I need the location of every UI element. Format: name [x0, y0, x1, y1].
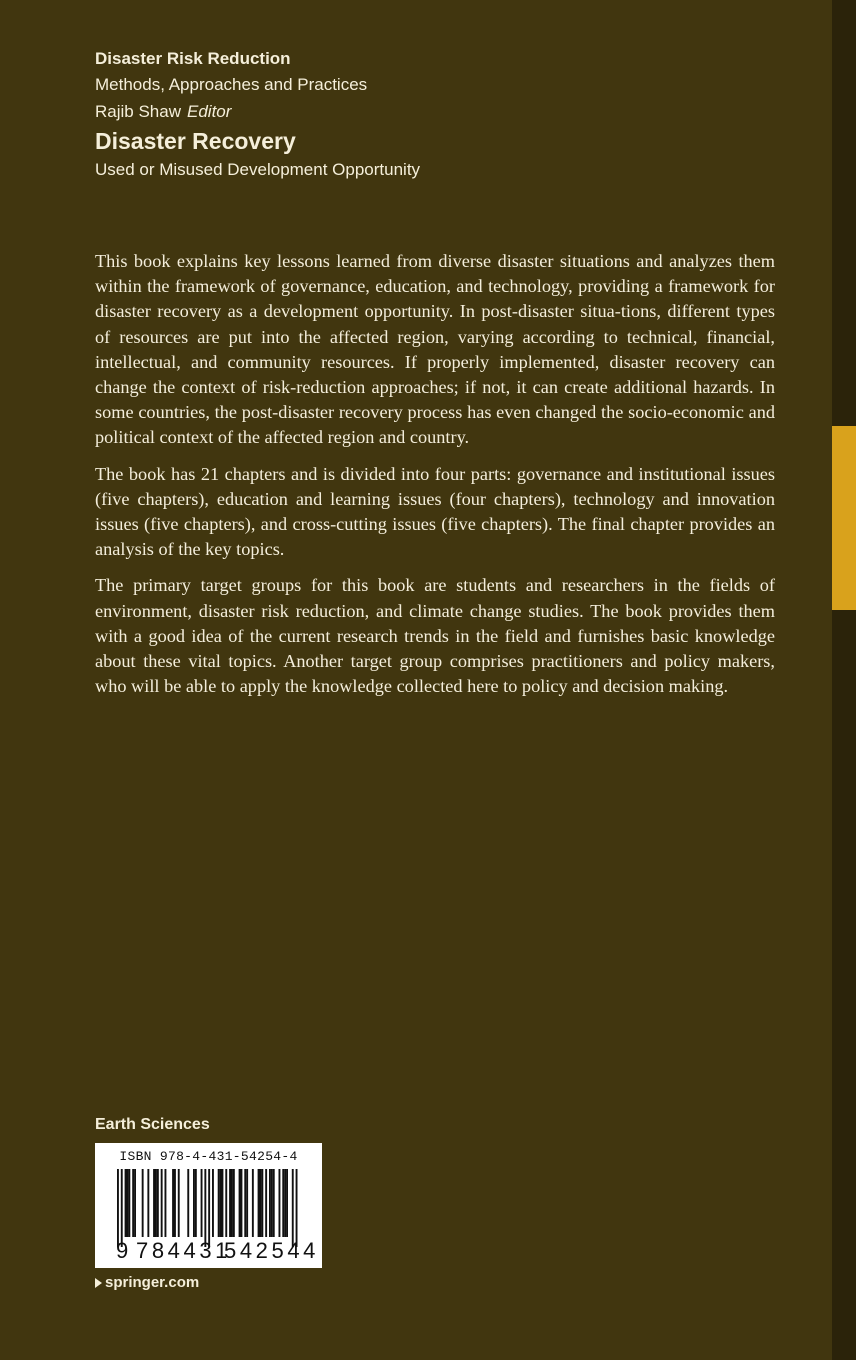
barcode-bar	[239, 1169, 241, 1237]
barcode-bar	[231, 1169, 233, 1237]
barcode-bar	[142, 1169, 144, 1237]
barcode-bar	[121, 1169, 123, 1247]
barcode-bar	[282, 1169, 284, 1237]
barcode-bar	[265, 1169, 267, 1237]
barcode-bar	[252, 1169, 254, 1237]
barcode-bar	[128, 1169, 130, 1237]
barcode-bar	[269, 1169, 271, 1237]
barcode-bar	[246, 1169, 248, 1237]
barcode-bar	[132, 1169, 134, 1237]
barcode-bar	[187, 1169, 189, 1237]
barcode-bar	[195, 1169, 197, 1237]
isbn-barcode	[95, 1143, 322, 1268]
barcode-digit-group-right: 542544	[224, 1238, 320, 1263]
editor-name: Rajib Shaw	[95, 102, 181, 121]
barcode-bar	[212, 1169, 214, 1237]
barcode-bar	[241, 1169, 243, 1237]
barcode-bar	[292, 1169, 294, 1247]
barcode-bar	[178, 1169, 180, 1237]
barcode-bar	[201, 1169, 203, 1237]
barcode-digit-lead: 9	[116, 1238, 129, 1263]
publisher-url: springer.com	[105, 1274, 200, 1291]
barcode-bar	[208, 1169, 210, 1247]
barcode-bar	[279, 1169, 281, 1237]
barcode-bar	[193, 1169, 195, 1237]
subject-category: Earth Sciences	[95, 1116, 210, 1133]
isbn-label: ISBN 978-4-431-54254-4	[119, 1149, 298, 1164]
barcode-bar	[296, 1169, 298, 1247]
barcode-bar	[273, 1169, 275, 1237]
description	[95, 249, 775, 710]
barcode-bar	[155, 1169, 157, 1237]
arrow-right-icon	[95, 1278, 102, 1288]
barcode-bar	[218, 1169, 220, 1237]
barcode-bar	[261, 1169, 263, 1237]
book-subtitle: Used or Misused Development Opportunity	[95, 160, 421, 179]
barcode-bar	[165, 1169, 167, 1237]
editor-role: Editor	[187, 102, 232, 121]
barcode-bar	[220, 1169, 222, 1237]
spine-edge-strip	[832, 0, 856, 1360]
barcode-bar	[244, 1169, 246, 1237]
book-title: Disaster Recovery	[95, 128, 296, 154]
barcode-bar	[260, 1169, 262, 1237]
description-paragraph: The primary target groups for this book are students and researchers in the fields of environment, disaster risk reduction, and climate change studies. The book provides them with a good idea of the current research trends in the field and furnishes basic knowledge about these vital topics. Another target group comprises practitioners and policy makers, who will be able to apply the knowledge collected here to policy and decision making.	[95, 575, 775, 697]
barcode-bar	[117, 1169, 119, 1247]
description-paragraph: This book explains key lessons learned from diverse disaster situations and analyzes them within the framework of governance, education, and technology, providing a framework for disaster recovery as a development opportunity. In post-disaster situa-tions, different types of resources are put into the affected region, varying according to technical, financial, intellectual, and community resources. If properly implemented, disaster recovery can change the context of risk-reduction approaches; if not, it can create additional hazards. In some countries, the post-disaster recovery process has even changed the socio-economic and political context of the affected region and country.	[95, 251, 775, 448]
barcode-bar	[125, 1169, 127, 1237]
barcode-bar	[271, 1169, 273, 1237]
barcode-bar	[225, 1169, 227, 1237]
barcode-bar	[157, 1169, 159, 1237]
barcode-bar	[284, 1169, 286, 1237]
barcode-bar	[127, 1169, 129, 1237]
editor-line	[95, 101, 420, 123]
barcode-bar	[222, 1169, 224, 1237]
barcode-digit-group-left: 784431	[136, 1238, 232, 1263]
barcode-bar	[258, 1169, 260, 1237]
barcode-bar	[161, 1169, 163, 1237]
barcode-bar	[172, 1169, 174, 1237]
series-title: Disaster Risk Reduction	[95, 49, 291, 68]
cover-header	[95, 48, 420, 181]
barcode-bar	[134, 1169, 136, 1237]
barcode-bar	[147, 1169, 149, 1237]
publisher-link[interactable]	[95, 1274, 199, 1291]
barcode-bar	[204, 1169, 206, 1247]
barcode-bar	[233, 1169, 235, 1237]
description-paragraph: The book has 21 chapters and is divided into four parts: governance and institutional issues (five chapters), education and learning issues (four chapters), technology and innovation issues (five chapters), and cross-cutting issues (five chapters). The final chapter provides an analysis of the key topics.	[95, 463, 775, 560]
series-subtitle: Methods, Approaches and Practices	[95, 75, 368, 94]
barcode-bar	[286, 1169, 288, 1237]
barcode-bar	[153, 1169, 155, 1237]
barcode-bar	[229, 1169, 231, 1237]
barcode-bar	[174, 1169, 176, 1237]
accent-tab	[832, 426, 856, 610]
